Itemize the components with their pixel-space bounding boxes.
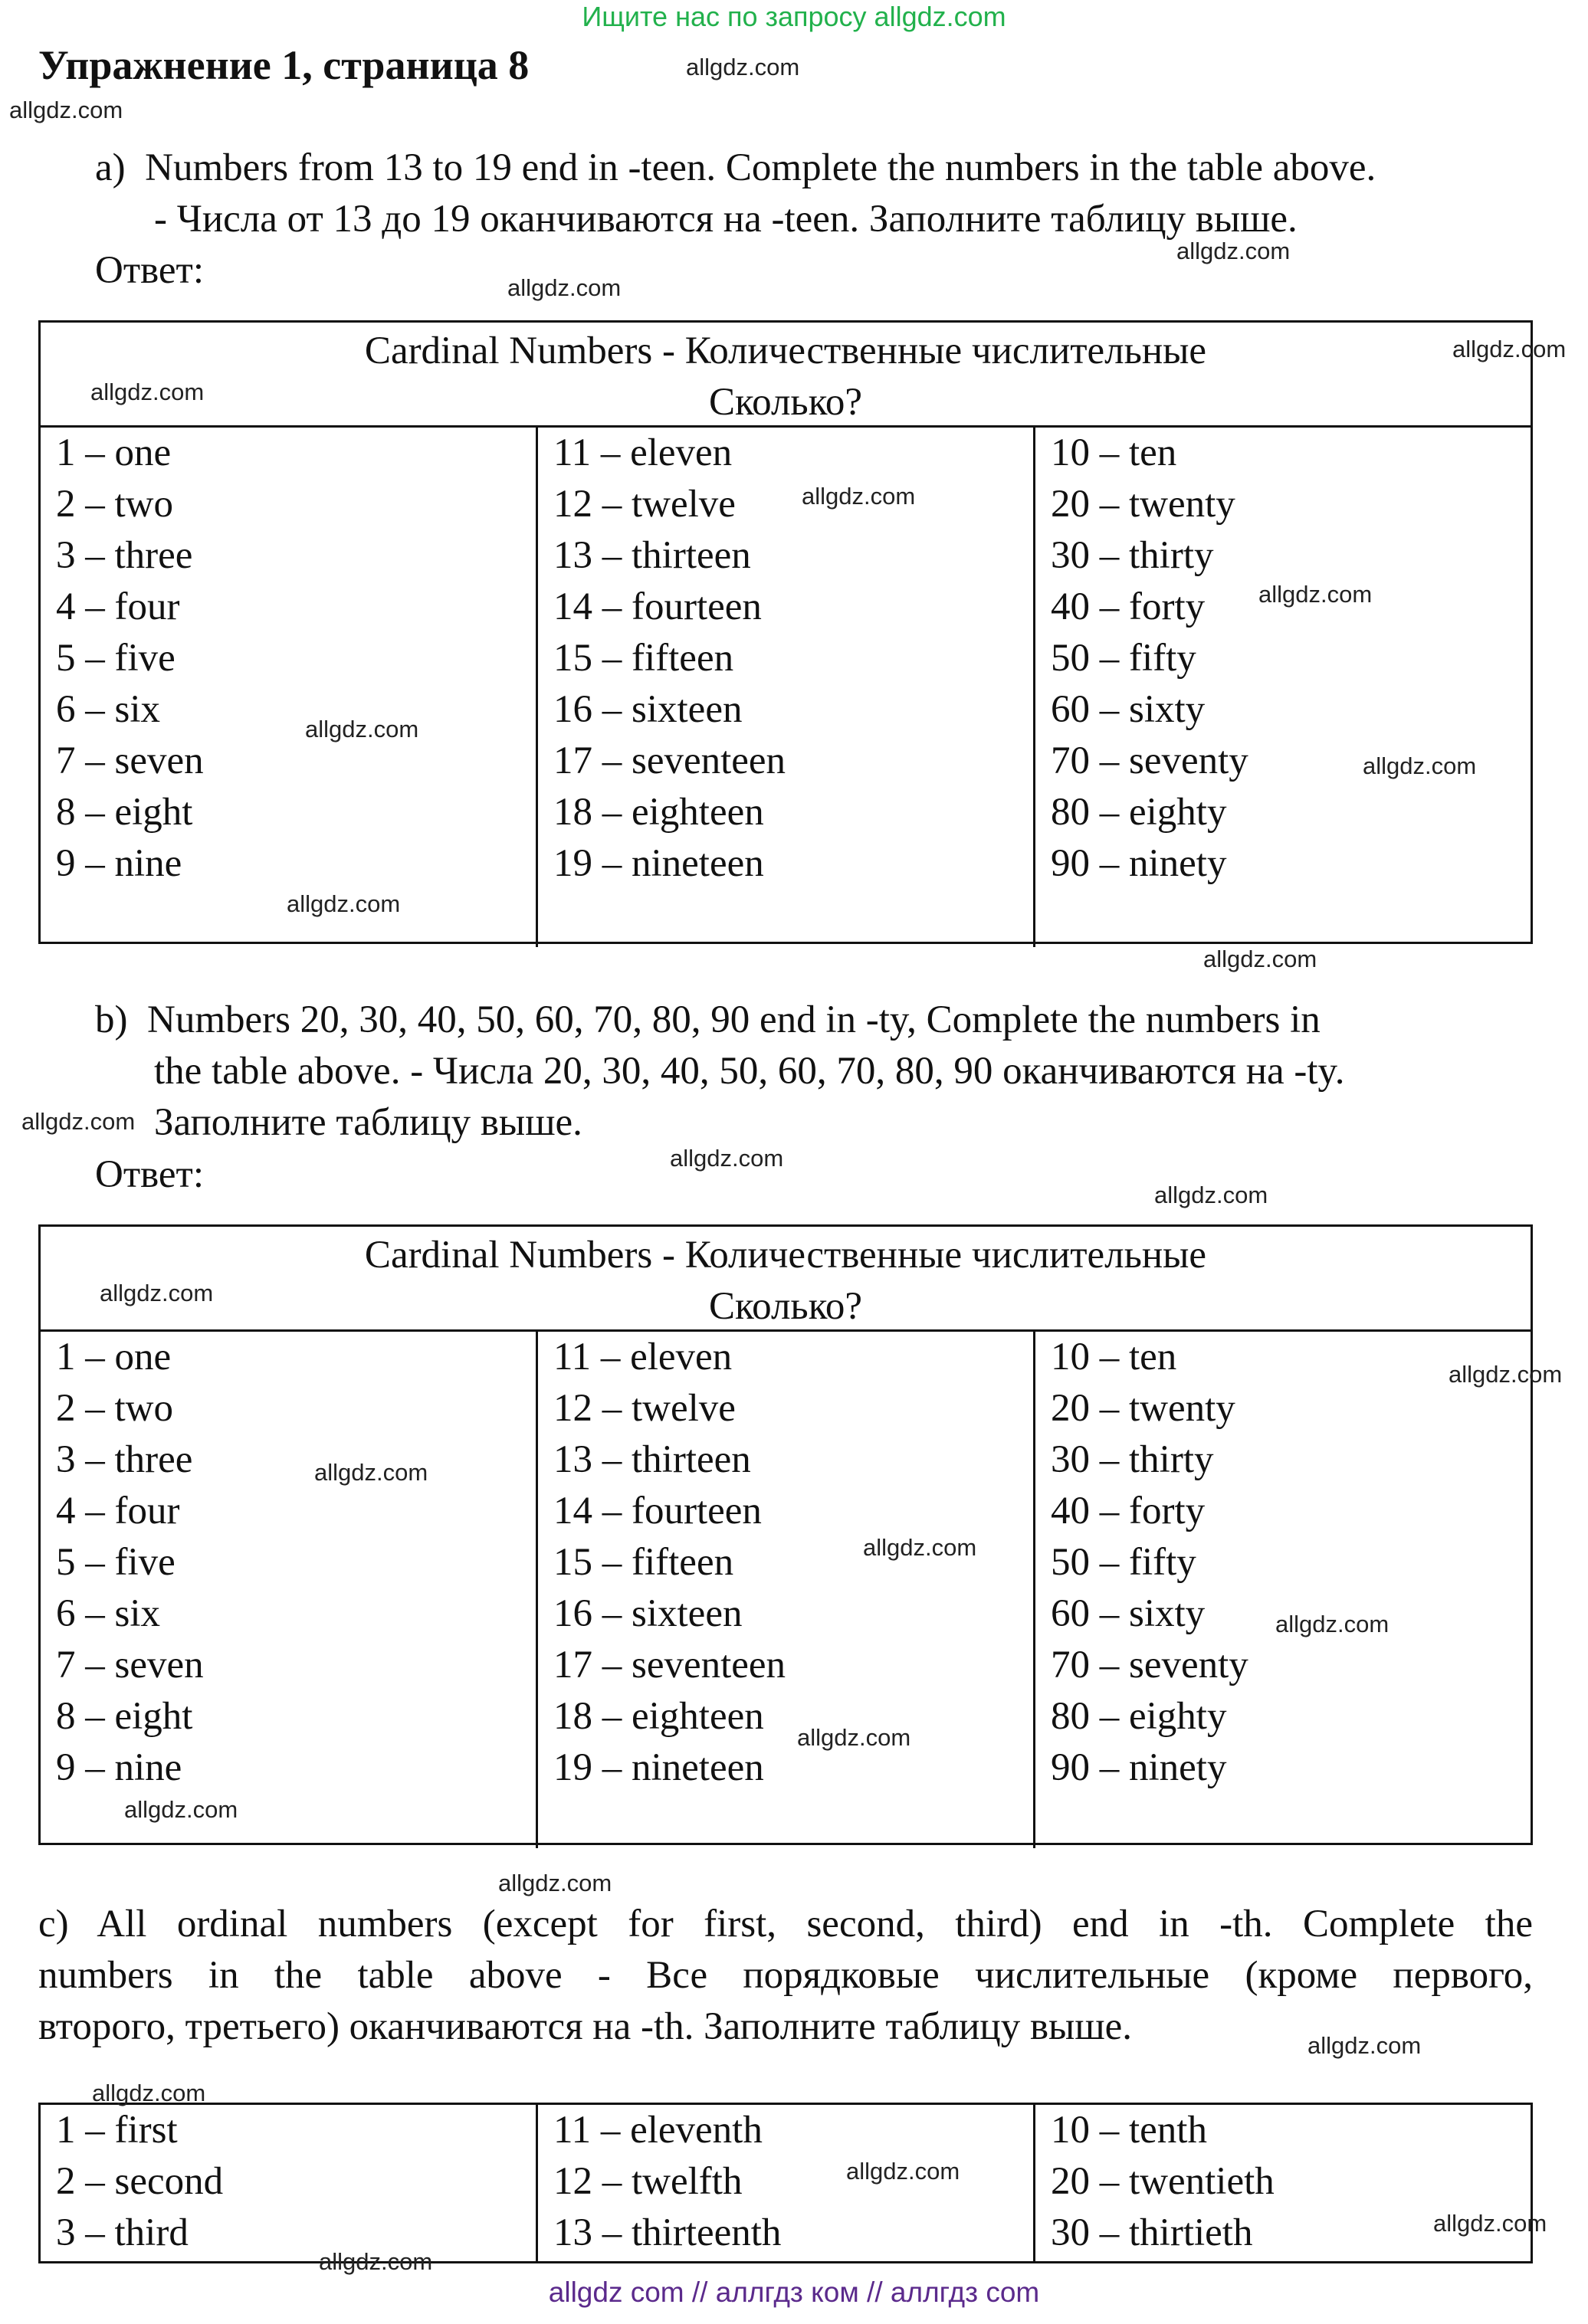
table-b-col2 — [536, 1332, 1033, 1848]
watermark: allgdz.com — [21, 1108, 136, 1135]
section-b-text — [95, 995, 1536, 1149]
table-row: 40 – forty — [1051, 1490, 1206, 1532]
table-row: 13 – thirteenth — [553, 2211, 782, 2254]
table-row: 9 – nine — [56, 1746, 182, 1789]
table-row: 90 – ninety — [1051, 842, 1227, 885]
section-c-line3: второго, третьего) оканчиваются на -th. Заполните таблицу выше. — [38, 2005, 1132, 2048]
table-row: 12 – twelfth — [553, 2160, 743, 2203]
table-row: 8 – eight — [56, 1695, 193, 1738]
table-row: 1 – one — [56, 1336, 172, 1378]
watermark: allgdz.com — [1154, 1182, 1268, 1208]
watermark: allgdz.com — [498, 1870, 612, 1896]
table-row: 6 – six — [56, 688, 161, 731]
section-c-line2: numbers in the table above - Все порядковые числительные (кроме первого, — [38, 1954, 1533, 1997]
table-row: 11 – eleventh — [553, 2109, 763, 2152]
table-row: 20 – twentieth — [1051, 2160, 1275, 2203]
table-row: 70 – seventy — [1051, 1644, 1248, 1686]
table-a-header-line2: Сколько? — [708, 381, 863, 424]
table-row: 18 – eighteen — [553, 1695, 764, 1738]
table-row: 2 – second — [56, 2160, 224, 2203]
table-row: 17 – seventeen — [553, 739, 786, 782]
table-row: 6 – six — [56, 1592, 161, 1635]
table-row: 5 – five — [56, 637, 176, 680]
section-a-line2: - Числа от 13 до 19 оканчиваются на -teen. Заполните таблицу выше. — [154, 198, 1298, 241]
table-row: 13 – thirteen — [553, 534, 751, 577]
section-b-line1-text: Numbers 20, 30, 40, 50, 60, 70, 80, 90 end in -ty, Complete the numbers in — [146, 998, 1321, 1041]
table-a-header-line1: Cardinal Numbers - Количественные числительные — [364, 329, 1207, 372]
watermark: allgdz.com — [1275, 1611, 1390, 1637]
table-row: 19 – nineteen — [553, 842, 764, 885]
table-b — [38, 1224, 1533, 1845]
table-b-header-line2: Сколько? — [708, 1285, 863, 1328]
section-b-line3: Заполните таблицу выше. — [154, 1101, 582, 1144]
table-row: 15 – fifteen — [553, 1541, 734, 1584]
table-row: 7 – seven — [56, 1644, 204, 1686]
table-row: 17 – seventeen — [553, 1644, 786, 1686]
table-row: 80 – eighty — [1051, 791, 1227, 834]
table-c-body — [41, 2105, 1531, 2261]
table-row: 18 – eighteen — [553, 791, 764, 834]
watermark: allgdz.com — [670, 1145, 784, 1172]
table-a — [38, 320, 1533, 944]
footer — [0, 2274, 1588, 2311]
table-row: 30 – thirty — [1051, 534, 1214, 577]
table-row: 2 – two — [56, 483, 173, 526]
watermark: allgdz.com — [802, 483, 916, 510]
section-c-line1: c) All ordinal numbers (except for first, second, third) end in -th. Complete the — [38, 1903, 1533, 1945]
table-row: 15 – fifteen — [553, 637, 734, 680]
table-row: 1 – first — [56, 2109, 178, 2152]
table-row: 8 – eight — [56, 791, 193, 834]
table-row: 4 – four — [56, 585, 180, 628]
table-row: 7 – seven — [56, 739, 204, 782]
table-a-header — [41, 323, 1531, 428]
table-row: 14 – fourteen — [553, 585, 762, 628]
watermark: allgdz.com — [90, 379, 205, 405]
table-row: 3 – three — [56, 534, 193, 577]
table-row: 10 – ten — [1051, 1336, 1177, 1378]
watermark: allgdz.com — [1307, 2032, 1422, 2059]
table-row: 40 – forty — [1051, 585, 1206, 628]
table-c-col3 — [1033, 2105, 1531, 2261]
watermark: allgdz.com — [1176, 238, 1291, 264]
table-b-header — [41, 1227, 1531, 1332]
footer-text: allgdz com // аллгдз ком // аллгдз com — [548, 2276, 1040, 2308]
table-row: 90 – ninety — [1051, 1746, 1227, 1789]
section-a-line1 — [95, 143, 1536, 194]
section-a-answer-label: Ответ: — [95, 249, 204, 292]
table-a-body — [41, 428, 1531, 947]
watermark: allgdz.com — [1433, 2210, 1547, 2237]
table-row: 10 – tenth — [1051, 2109, 1207, 2152]
section-a-text — [95, 143, 1536, 245]
table-row: 12 – twelve — [553, 483, 736, 526]
table-row: 16 – sixteen — [553, 688, 743, 731]
table-row: 60 – sixty — [1051, 688, 1206, 731]
table-row: 50 – fifty — [1051, 637, 1196, 680]
table-row: 16 – sixteen — [553, 1592, 743, 1635]
table-row: 1 – one — [56, 431, 172, 474]
watermark: allgdz.com — [92, 2080, 206, 2106]
watermark: allgdz.com — [319, 2248, 433, 2275]
section-b-marker: b) — [95, 998, 128, 1041]
table-row: 3 – third — [56, 2211, 189, 2254]
page-title: Упражнение 1, страница 8 — [38, 42, 530, 88]
table-row: 30 – thirty — [1051, 1438, 1214, 1481]
table-row: 5 – five — [56, 1541, 176, 1584]
table-b-col3 — [1033, 1332, 1531, 1848]
watermark: allgdz.com — [686, 54, 800, 80]
table-c-col1 — [41, 2105, 536, 2261]
table-row: 9 – nine — [56, 842, 182, 885]
watermark: allgdz.com — [1452, 336, 1567, 362]
table-row: 2 – two — [56, 1387, 173, 1430]
watermark: allgdz.com — [1363, 752, 1477, 779]
watermark: allgdz.com — [305, 716, 419, 742]
table-a-col1 — [41, 428, 536, 947]
table-a-col2 — [536, 428, 1033, 947]
top-banner-text: Ищите нас по запросу allgdz.com — [582, 1, 1006, 32]
table-row: 13 – thirteen — [553, 1438, 751, 1481]
table-row: 70 – seventy — [1051, 739, 1248, 782]
table-row: 60 – sixty — [1051, 1592, 1206, 1635]
table-row: 10 – ten — [1051, 431, 1177, 474]
table-row: 12 – twelve — [553, 1387, 736, 1430]
table-c — [38, 2103, 1533, 2263]
section-c-text — [38, 1899, 1533, 2053]
watermark: allgdz.com — [1203, 946, 1317, 972]
table-row: 20 – twenty — [1051, 483, 1235, 526]
table-b-col1 — [41, 1332, 536, 1848]
table-row: 30 – thirtieth — [1051, 2211, 1253, 2254]
section-b-line2: the table above. - Числа 20, 30, 40, 50, 60, 70, 80, 90 оканчиваются на -ty. — [154, 1050, 1345, 1093]
table-row: 80 – eighty — [1051, 1695, 1227, 1738]
section-a-marker: a) — [95, 146, 126, 189]
table-row: 4 – four — [56, 1490, 180, 1532]
section-b-line1 — [95, 995, 1536, 1046]
table-row: 14 – fourteen — [553, 1490, 762, 1532]
table-row: 20 – twenty — [1051, 1387, 1235, 1430]
section-b-answer-label: Ответ: — [95, 1153, 204, 1196]
watermark: allgdz.com — [863, 1534, 977, 1561]
watermark: allgdz.com — [124, 1796, 238, 1823]
watermark: allgdz.com — [287, 890, 401, 917]
table-row: 19 – nineteen — [553, 1746, 764, 1789]
watermark: allgdz.com — [1449, 1361, 1563, 1388]
watermark: allgdz.com — [1258, 581, 1373, 608]
watermark: allgdz.com — [846, 2158, 960, 2185]
top-banner — [0, 0, 1588, 34]
table-row: 11 – eleven — [553, 1336, 733, 1378]
table-row: 3 – three — [56, 1438, 193, 1481]
table-b-body — [41, 1332, 1531, 1848]
table-a-col3 — [1033, 428, 1531, 947]
watermark: allgdz.com — [314, 1459, 428, 1486]
section-a-line1-text: Numbers from 13 to 19 end in -teen. Complete the numbers in the table above. — [145, 146, 1376, 189]
watermark: allgdz.com — [507, 274, 622, 301]
table-row: 11 – eleven — [553, 431, 733, 474]
watermark: allgdz.com — [797, 1724, 911, 1751]
table-b-header-line1: Cardinal Numbers - Количественные числительные — [364, 1234, 1207, 1277]
table-row: 50 – fifty — [1051, 1541, 1196, 1584]
watermark: allgdz.com — [100, 1280, 214, 1306]
watermark: allgdz.com — [9, 97, 123, 123]
